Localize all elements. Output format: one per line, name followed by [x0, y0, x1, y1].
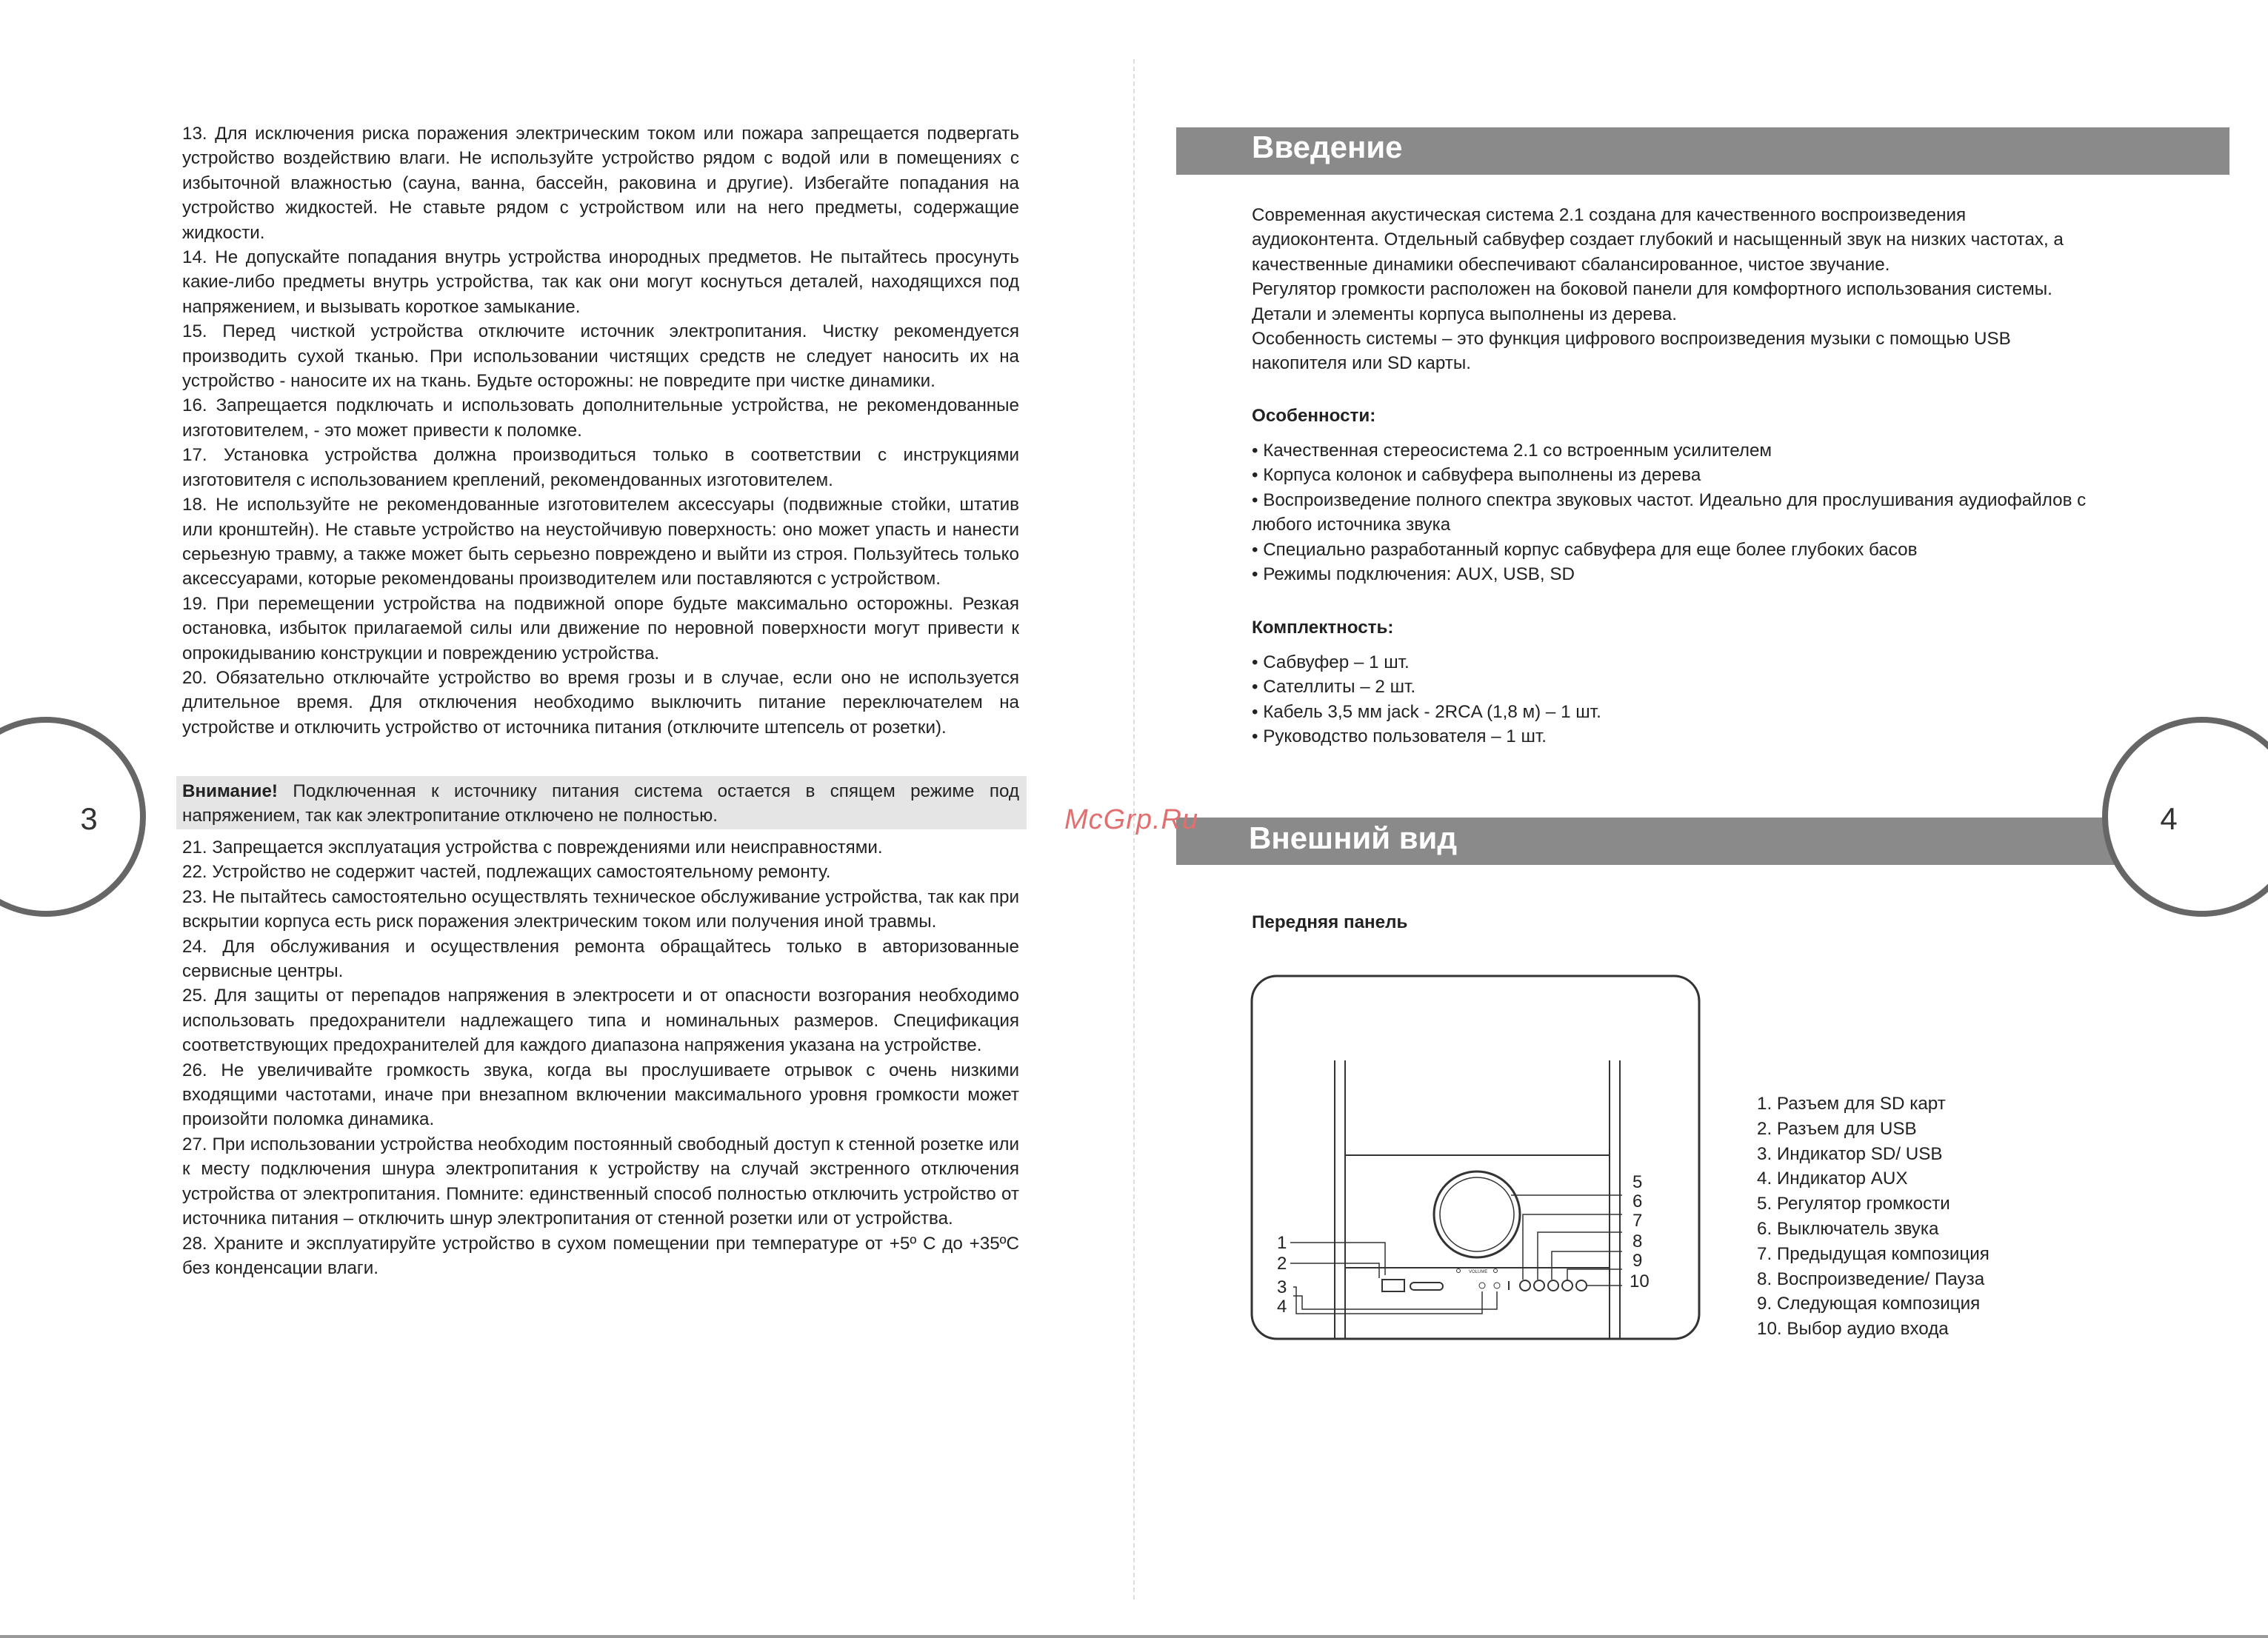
warning-label: Внимание! [182, 781, 278, 801]
list-item: • Сабвуфер – 1 шт. [1252, 652, 1410, 672]
front-panel-legend [1757, 1092, 1989, 1342]
list-item: • Специально разработанный корпус сабвуфера для еще более глубоких басов [1252, 539, 1918, 560]
instruction-18: 18. Не используйте не рекомендованные изготовителем аксессуары (подвижные стойки, штатив или кронштейн). Не ставьте устройство на неустойчивую поверхность: оно может упасть и нанести серьезную травму, а также может быть серьезно повреждено и выйти из строя. Пользуйтесь только аксессуарами, которые рекомендованы производителем или поставляются с устройством. [182, 495, 1019, 589]
led-indicator [1494, 1269, 1498, 1273]
features-list [1252, 438, 2087, 586]
instruction-13: 13. Для исключения риска поражения электрическим током или пожара запрещается подвергать устройство воздействию влаги. Не используйте устройство рядом с водой или в помещениях с избыточной влажностью (сауна, ванна, бассейн, раковина и другие). Избегайте попадания на устройство жидкостей. Не ставьте рядом с устройством или на него предметы, содержащие жидкости. [182, 124, 1019, 243]
sd-slot [1410, 1283, 1443, 1290]
instruction-22: 22. Устройство не содержит частей, подлежащих самостоятельному ремонту. [182, 862, 831, 883]
instruction-17: 17. Установка устройства должна производиться только в соответствии с инструкциями изготовителя с использованием креплений, рекомендованных изготовителем. [182, 445, 1019, 490]
warning-body: Подключенная к источнику питания система остается в спящем режиме под напряжением, так как электропитание отключено не полностью. [182, 781, 1019, 826]
previous-button [1534, 1280, 1544, 1291]
instruction-25: 25. Для защиты от перепадов напряжения в электросети и от опасности возгорания необходимо использовать предохранители надлежащего типа и номинальных размеров. Спецификация соответствующих предохранителей для каждого диапазона напряжения указана на устройстве. [182, 986, 1019, 1056]
list-item: • Руководство пользователя – 1 шт. [1252, 726, 1547, 747]
appearance-title: Внешний вид [1249, 820, 1458, 855]
intro-title: Введение [1252, 130, 1403, 164]
callout-number: 8 [1632, 1231, 1643, 1251]
list-item: • Корпуса колонок и сабвуфера выполнены из дерева [1252, 465, 1701, 486]
instruction-20: 20. Обязательно отключайте устройство во время грозы и в случае, если оно не используется длительное время. Для отключения необходимо выключить питание переключателем на устройстве и отключить устройство от источника питания (отключите штепсель от розетки). [182, 667, 1019, 738]
list-item: • Кабель 3,5 мм jack - 2RCA (1,8 м) – 1 шт. [1252, 701, 1601, 722]
legend-item: 4. Индикатор AUX [1757, 1169, 1908, 1189]
callout-number: 6 [1632, 1191, 1643, 1211]
callout-number: 1 [1277, 1233, 1287, 1253]
kit-title: Комплектность: [1252, 618, 1394, 638]
front-panel-title: Передняя панель [1252, 912, 1408, 932]
callout-number: 7 [1632, 1211, 1643, 1231]
callout-number: 2 [1277, 1254, 1287, 1274]
callout-number: 4 [1277, 1297, 1287, 1317]
instruction-26: 26. Не увеличивайте громкость звука, когда вы прослушиваете отрывок с очень низкими входящими частотами, иначе при внезапном включении максимального уровня громкости может произойти поломка динамика. [182, 1060, 1019, 1130]
instruction-28: 28. Храните и эксплуатируйте устройство в сухом помещении при температуре от +5º С до +35ºС без конденсации влаги. [182, 1233, 1019, 1278]
legend-item: 3. Индикатор SD/ USB [1757, 1143, 1943, 1164]
page-number-right: 4 [2160, 801, 2178, 836]
warning-text [182, 779, 1019, 829]
intro-paragraph: Современная акустическая система 2.1 создана для качественного воспроизведения аудиоконтента. Отдельный сабвуфер создает глубокий и насыщенный звук на низких частотах, а качественные динамики обеспечивают сбалансированное, чистое звучание. [1252, 205, 2064, 275]
instruction-15: 15. Перед чисткой устройства отключите источник электропитания. Чистку рекомендуется производить сухой тканью. При использовании чистящих средств не следует наносить их на устройство - наносите их на ткань. Будьте осторожны: не повредите при чистке динамики. [182, 321, 1019, 392]
kit-list [1252, 650, 2087, 749]
list-item: • Качественная стереосистема 2.1 со встроенным усилителем [1252, 441, 1772, 461]
callout-line [1293, 1291, 1497, 1309]
intro-paragraph: Особенность системы – это функция цифрового воспроизведения музыки с помощью USB накопителя или SD карты. [1252, 329, 2011, 374]
front-panel-diagram [1244, 970, 1718, 1348]
volume-knob-inner [1440, 1177, 1514, 1251]
legend-item: 10. Выбор аудио входа [1757, 1319, 1949, 1340]
legend-item: 2. Разъем для USB [1757, 1118, 1917, 1139]
safety-instructions-part1 [182, 121, 1019, 740]
list-item: • Режимы подключения: AUX, USB, SD [1252, 564, 1575, 585]
instruction-21: 21. Запрещается эксплуатация устройства с повреждениями или неисправностями. [182, 838, 883, 858]
instruction-14: 14. Не допускайте попадания внутрь устройства инородных предметов. Не пытайтесь просунуть какие-либо предметы внутрь устройства, так как они могут коснуться деталей, находящихся под напряжением, и вызывать короткое замыкание. [182, 247, 1019, 317]
page-number-left: 3 [80, 801, 98, 836]
callout-line [1567, 1269, 1622, 1280]
callout-number: 9 [1632, 1251, 1643, 1271]
list-item: • Воспроизведение полного спектра звуковых частот. Идеально для прослушивания аудиофайлов с любого источника звука [1252, 489, 2087, 535]
bottom-rule [0, 1635, 2268, 1638]
legend-item: 7. Предыдущая композиция [1757, 1243, 1989, 1264]
input-select-button [1576, 1280, 1587, 1291]
next-button [1562, 1280, 1572, 1291]
legend-item: 8. Воспроизведение/ Пауза [1757, 1268, 1985, 1289]
play-pause-button [1548, 1280, 1558, 1291]
legend-item: 9. Следующая композиция [1757, 1294, 1981, 1314]
legend-item: 5. Регулятор громкости [1757, 1194, 1950, 1214]
instruction-19: 19. При перемещении устройства на подвижной опоре будьте максимально осторожны. Резкая остановка, избыток прилагаемой силы или движение по неровной поверхности могут привести к опрокидыванию конструкции и повреждению устройства. [182, 593, 1019, 663]
callout-number: 10 [1630, 1271, 1650, 1291]
instruction-16: 16. Запрещается подключать и использовать дополнительные устройства, не рекомендованные изготовителем, - это может привести к поломке. [182, 395, 1019, 441]
legend-item: 6. Выключатель звука [1757, 1218, 1939, 1239]
watermark: McGrp.Ru [1064, 804, 1199, 835]
list-item: • Сателлиты – 2 шт. [1252, 677, 1416, 698]
features-title: Особенности: [1252, 406, 1376, 426]
callout-line [1552, 1251, 1622, 1280]
led-indicator [1457, 1269, 1461, 1273]
callout-number: 3 [1277, 1277, 1287, 1297]
mute-button [1520, 1280, 1530, 1291]
legend-item: 1. Разъем для SD карт [1757, 1094, 1946, 1114]
volume-label: VOLUME [1469, 1270, 1488, 1274]
instruction-23: 23. Не пытайтесь самостоятельно осуществлять техническое обслуживание устройства, так как при вскрытии корпуса есть риск поражения электрическим током или получения иной травмы. [182, 886, 1019, 932]
usb-port [1382, 1280, 1404, 1291]
callout-line [1290, 1243, 1385, 1275]
instruction-24: 24. Для обслуживания и осуществления ремонта обращайтесь только в авторизованные сервисные центры. [182, 936, 1019, 982]
intro-text [1252, 203, 2087, 376]
safety-instructions-part2 [182, 835, 1019, 1280]
sd-usb-indicator [1479, 1283, 1485, 1288]
callout-number: 5 [1632, 1172, 1643, 1192]
aux-indicator [1494, 1283, 1500, 1288]
instruction-27: 27. При использовании устройства необходим постоянный свободный доступ к стенной розетке или к месту подключения шнура электропитания к устройству на случай экстренного отключения устройства от электропитания. Помните: единственный способ полностью отключить устройство от источника питания – отключить шнур электропитания от стенной розетки или от устройства. [182, 1134, 1019, 1229]
intro-paragraph: Регулятор громкости расположен на боковой панели для комфортного использования системы. Детали и элементы корпуса выполнены из дерева. [1252, 279, 2052, 324]
volume-knob [1434, 1171, 1520, 1257]
